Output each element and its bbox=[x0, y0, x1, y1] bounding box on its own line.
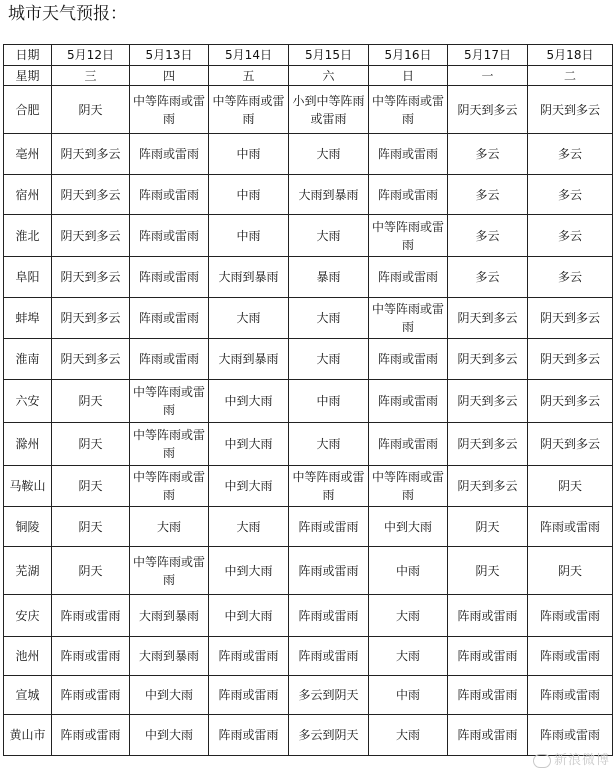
forecast-cell: 阵雨或雷雨 bbox=[289, 547, 369, 595]
date-cell: 5月16日 bbox=[369, 45, 448, 66]
forecast-cell: 大雨 bbox=[209, 298, 289, 339]
forecast-cell: 中雨 bbox=[209, 175, 289, 215]
forecast-cell: 阴天 bbox=[52, 466, 130, 507]
forecast-cell: 中等阵雨或雷雨 bbox=[369, 298, 448, 339]
forecast-cell: 大雨 bbox=[289, 215, 369, 257]
forecast-cell: 阵雨或雷雨 bbox=[289, 595, 369, 637]
forecast-cell: 阴天到多云 bbox=[52, 257, 130, 298]
city-name: 宣城 bbox=[4, 676, 52, 715]
forecast-cell: 阴天到多云 bbox=[528, 86, 613, 134]
watermark bbox=[533, 749, 610, 768]
forecast-cell: 多云 bbox=[448, 175, 528, 215]
forecast-cell: 大雨 bbox=[289, 339, 369, 380]
table-row bbox=[4, 466, 613, 507]
forecast-cell: 阵雨或雷雨 bbox=[528, 715, 613, 756]
forecast-table bbox=[3, 44, 613, 756]
weekday-cell: 二 bbox=[528, 66, 613, 86]
forecast-cell: 阴天到多云 bbox=[52, 215, 130, 257]
forecast-cell: 阵雨或雷雨 bbox=[209, 715, 289, 756]
forecast-cell: 阵雨或雷雨 bbox=[448, 676, 528, 715]
forecast-cell: 阴天到多云 bbox=[448, 423, 528, 466]
forecast-cell: 阴天到多云 bbox=[528, 339, 613, 380]
date-cell: 5月17日 bbox=[448, 45, 528, 66]
weekday-cell: 五 bbox=[209, 66, 289, 86]
table-row bbox=[4, 134, 613, 175]
date-cell: 5月15日 bbox=[289, 45, 369, 66]
forecast-cell: 大雨 bbox=[369, 637, 448, 676]
forecast-cell: 阴天 bbox=[528, 466, 613, 507]
forecast-cell: 中到大雨 bbox=[209, 466, 289, 507]
date-cell: 5月12日 bbox=[52, 45, 130, 66]
forecast-cell: 中到大雨 bbox=[209, 423, 289, 466]
city-name: 淮南 bbox=[4, 339, 52, 380]
forecast-cell: 阵雨或雷雨 bbox=[289, 637, 369, 676]
forecast-cell: 阴天 bbox=[52, 423, 130, 466]
forecast-cell: 阴天到多云 bbox=[52, 175, 130, 215]
date-header-row bbox=[4, 45, 613, 66]
forecast-cell: 阴天到多云 bbox=[52, 339, 130, 380]
city-name: 亳州 bbox=[4, 134, 52, 175]
forecast-cell: 大雨 bbox=[289, 423, 369, 466]
city-name: 马鞍山 bbox=[4, 466, 52, 507]
forecast-cell: 中到大雨 bbox=[209, 547, 289, 595]
forecast-cell: 阵雨或雷雨 bbox=[369, 257, 448, 298]
forecast-cell: 中雨 bbox=[209, 215, 289, 257]
forecast-cell: 中等阵雨或雷雨 bbox=[209, 86, 289, 134]
forecast-cell: 多云 bbox=[448, 257, 528, 298]
table-row bbox=[4, 423, 613, 466]
date-cell: 5月13日 bbox=[130, 45, 209, 66]
weekday-cell: 六 bbox=[289, 66, 369, 86]
forecast-cell: 多云 bbox=[448, 215, 528, 257]
forecast-cell: 多云 bbox=[448, 134, 528, 175]
city-name: 合肥 bbox=[4, 86, 52, 134]
city-name: 池州 bbox=[4, 637, 52, 676]
forecast-cell: 阵雨或雷雨 bbox=[448, 715, 528, 756]
city-name: 黄山市 bbox=[4, 715, 52, 756]
forecast-cell: 中等阵雨或雷雨 bbox=[289, 466, 369, 507]
forecast-cell: 大雨 bbox=[369, 715, 448, 756]
forecast-cell: 多云 bbox=[528, 215, 613, 257]
city-name: 铜陵 bbox=[4, 507, 52, 547]
forecast-cell: 大雨 bbox=[369, 595, 448, 637]
forecast-cell: 中到大雨 bbox=[369, 507, 448, 547]
forecast-cell: 阵雨或雷雨 bbox=[528, 637, 613, 676]
table-row bbox=[4, 215, 613, 257]
forecast-cell: 阵雨或雷雨 bbox=[369, 423, 448, 466]
forecast-cell: 阴天到多云 bbox=[528, 423, 613, 466]
forecast-cell: 阵雨或雷雨 bbox=[52, 715, 130, 756]
forecast-cell: 阵雨或雷雨 bbox=[209, 637, 289, 676]
forecast-cell: 中等阵雨或雷雨 bbox=[130, 86, 209, 134]
table-row bbox=[4, 339, 613, 380]
forecast-cell: 中到大雨 bbox=[130, 715, 209, 756]
forecast-cell: 阴天到多云 bbox=[52, 298, 130, 339]
forecast-cell: 多云 bbox=[528, 175, 613, 215]
weibo-icon bbox=[533, 754, 551, 768]
forecast-cell: 中雨 bbox=[209, 134, 289, 175]
forecast-cell: 大雨 bbox=[289, 298, 369, 339]
forecast-cell: 阴天到多云 bbox=[448, 86, 528, 134]
weekday-cell: 一 bbox=[448, 66, 528, 86]
forecast-cell: 阵雨或雷雨 bbox=[130, 257, 209, 298]
forecast-cell: 大雨 bbox=[289, 134, 369, 175]
city-name: 淮北 bbox=[4, 215, 52, 257]
table-row bbox=[4, 298, 613, 339]
date-cell: 5月18日 bbox=[528, 45, 613, 66]
forecast-cell: 中等阵雨或雷雨 bbox=[130, 466, 209, 507]
forecast-cell: 中等阵雨或雷雨 bbox=[130, 547, 209, 595]
forecast-cell: 阵雨或雷雨 bbox=[369, 380, 448, 423]
forecast-cell: 大雨 bbox=[130, 507, 209, 547]
forecast-cell: 多云到阴天 bbox=[289, 715, 369, 756]
forecast-cell: 阵雨或雷雨 bbox=[52, 676, 130, 715]
forecast-cell: 多云到阴天 bbox=[289, 676, 369, 715]
forecast-cell: 阴天 bbox=[448, 547, 528, 595]
table-row bbox=[4, 676, 613, 715]
table-row bbox=[4, 175, 613, 215]
date-cell: 5月14日 bbox=[209, 45, 289, 66]
forecast-cell: 阵雨或雷雨 bbox=[209, 676, 289, 715]
forecast-cell: 阴天 bbox=[448, 507, 528, 547]
forecast-cell: 大雨 bbox=[209, 507, 289, 547]
week-label: 星期 bbox=[4, 66, 52, 86]
forecast-cell: 阴天到多云 bbox=[448, 466, 528, 507]
weekday-cell: 三 bbox=[52, 66, 130, 86]
city-name: 芜湖 bbox=[4, 547, 52, 595]
forecast-cell: 阴天到多云 bbox=[448, 339, 528, 380]
forecast-cell: 中等阵雨或雷雨 bbox=[369, 86, 448, 134]
page-title: 城市天气预报： bbox=[8, 4, 127, 24]
weekday-cell: 四 bbox=[130, 66, 209, 86]
forecast-cell: 阴天到多云 bbox=[528, 298, 613, 339]
table-row bbox=[4, 637, 613, 676]
date-label: 日期 bbox=[4, 45, 52, 66]
forecast-cell: 阴天 bbox=[52, 380, 130, 423]
city-name: 宿州 bbox=[4, 175, 52, 215]
forecast-cell: 大雨到暴雨 bbox=[289, 175, 369, 215]
forecast-cell: 中到大雨 bbox=[209, 595, 289, 637]
forecast-cell: 阴天 bbox=[52, 86, 130, 134]
table-row bbox=[4, 595, 613, 637]
forecast-cell: 大雨到暴雨 bbox=[130, 637, 209, 676]
forecast-cell: 大雨到暴雨 bbox=[209, 257, 289, 298]
forecast-cell: 中等阵雨或雷雨 bbox=[130, 423, 209, 466]
forecast-cell: 阵雨或雷雨 bbox=[289, 507, 369, 547]
forecast-cell: 阵雨或雷雨 bbox=[369, 134, 448, 175]
forecast-cell: 多云 bbox=[528, 257, 613, 298]
city-name: 滁州 bbox=[4, 423, 52, 466]
forecast-cell: 阴天 bbox=[528, 547, 613, 595]
table-row bbox=[4, 380, 613, 423]
table-row bbox=[4, 715, 613, 756]
city-name: 阜阳 bbox=[4, 257, 52, 298]
forecast-cell: 中雨 bbox=[369, 676, 448, 715]
forecast-cell: 阴天到多云 bbox=[528, 380, 613, 423]
table-row bbox=[4, 547, 613, 595]
forecast-cell: 阵雨或雷雨 bbox=[52, 637, 130, 676]
forecast-cell: 阴天 bbox=[52, 507, 130, 547]
forecast-cell: 阵雨或雷雨 bbox=[448, 595, 528, 637]
forecast-cell: 中等阵雨或雷雨 bbox=[369, 466, 448, 507]
forecast-cell: 阵雨或雷雨 bbox=[52, 595, 130, 637]
forecast-cell: 阵雨或雷雨 bbox=[130, 175, 209, 215]
forecast-cell: 阵雨或雷雨 bbox=[130, 215, 209, 257]
table-row bbox=[4, 86, 613, 134]
weekday-header-row bbox=[4, 66, 613, 86]
forecast-cell: 中等阵雨或雷雨 bbox=[130, 380, 209, 423]
forecast-cell: 阵雨或雷雨 bbox=[130, 298, 209, 339]
forecast-cell: 阵雨或雷雨 bbox=[448, 637, 528, 676]
forecast-cell: 阵雨或雷雨 bbox=[130, 134, 209, 175]
forecast-cell: 大雨到暴雨 bbox=[130, 595, 209, 637]
city-name: 六安 bbox=[4, 380, 52, 423]
forecast-cell: 阵雨或雷雨 bbox=[528, 595, 613, 637]
city-name: 蚌埠 bbox=[4, 298, 52, 339]
forecast-cell: 阵雨或雷雨 bbox=[528, 676, 613, 715]
forecast-cell: 阵雨或雷雨 bbox=[369, 175, 448, 215]
watermark-text: 新浪微博 bbox=[553, 753, 610, 768]
forecast-cell: 中雨 bbox=[289, 380, 369, 423]
forecast-cell: 阴天 bbox=[52, 547, 130, 595]
forecast-cell: 阴天到多云 bbox=[448, 298, 528, 339]
forecast-cell: 阴天到多云 bbox=[52, 134, 130, 175]
forecast-cell: 中雨 bbox=[369, 547, 448, 595]
city-name: 安庆 bbox=[4, 595, 52, 637]
weekday-cell: 日 bbox=[369, 66, 448, 86]
forecast-cell: 中等阵雨或雷雨 bbox=[369, 215, 448, 257]
forecast-cell: 阵雨或雷雨 bbox=[528, 507, 613, 547]
forecast-cell: 大雨到暴雨 bbox=[209, 339, 289, 380]
forecast-cell: 中到大雨 bbox=[130, 676, 209, 715]
table-row bbox=[4, 507, 613, 547]
forecast-cell: 阵雨或雷雨 bbox=[130, 339, 209, 380]
forecast-cell: 阵雨或雷雨 bbox=[369, 339, 448, 380]
forecast-cell: 多云 bbox=[528, 134, 613, 175]
forecast-cell: 阴天到多云 bbox=[448, 380, 528, 423]
forecast-cell: 中到大雨 bbox=[209, 380, 289, 423]
table-row bbox=[4, 257, 613, 298]
forecast-cell: 暴雨 bbox=[289, 257, 369, 298]
forecast-cell: 小到中等阵雨或雷雨 bbox=[289, 86, 369, 134]
